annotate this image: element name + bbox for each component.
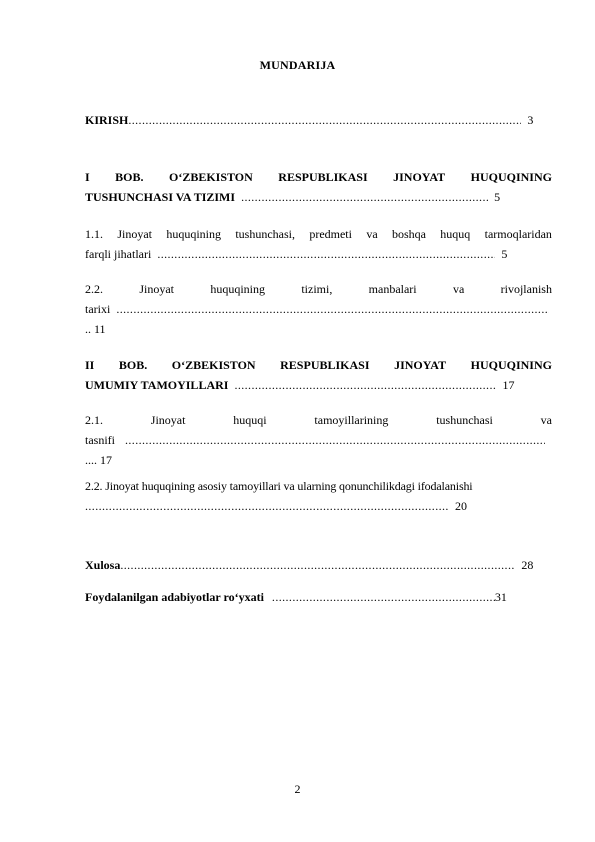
toc-label: UMUMIY TAMOYILLARI [85,378,229,392]
toc-leader [125,430,545,450]
toc-leader [272,587,495,607]
toc-entry-section-2-1[interactable] [85,410,552,470]
toc-label: tasnifi [85,433,115,447]
toc-label: Foydalanilgan adabiyotlar ro‘yxati [85,590,264,604]
toc-entry-section-1-1[interactable] [85,224,552,264]
page-title: MUNDARIJA [259,58,336,72]
toc-label: tarixi [85,302,111,316]
toc-heading-line: I BOB. O‘ZBEKISTON RESPUBLIKASI JINOYAT HUQUQINING [85,170,552,184]
toc-leader [120,555,515,575]
page-number: 2 [294,782,301,796]
toc-page: 28 [521,558,534,572]
toc-heading-line: 2.1. Jinoyat huquqi tamoyillarining tushunchasi va [85,413,552,427]
toc-leader [128,110,521,130]
toc-label: KIRISH [85,113,129,127]
toc-leader [157,244,495,264]
toc-entry-kirish[interactable] [85,110,552,130]
toc-leader [85,496,449,516]
toc-heading-line: 2.2. Jinoyat huquqining tizimi, manbalari va rivojlanish [85,282,552,296]
toc-leader [241,187,488,207]
toc-label: TUSHUNCHASI VA TIZIMI [85,190,236,204]
toc-page: .. 11 [85,322,106,336]
toc-page: 3 [527,113,534,127]
toc-page: 20 [455,499,467,513]
toc-label: farqli jihatlari [85,247,152,261]
toc-page: 5 [501,247,508,261]
toc-entry-section-2-2[interactable] [85,279,552,339]
toc-heading-line: 1.1. Jinoyat huquqining tushunchasi, predmeti va boshqa huquq tarmoqlaridan [85,227,552,241]
toc-entry-xulosa[interactable] [85,555,552,575]
toc-page: .... 17 [85,453,112,467]
toc-entry-chapter-2[interactable] [85,355,552,395]
toc-page: 5 [494,190,501,204]
toc-entry-chapter-1[interactable] [85,167,552,207]
toc-entry-section-2-2-principles[interactable] [85,476,552,516]
toc-page: 17 [502,378,515,392]
toc-heading-line: II BOB. O‘ZBEKISTON RESPUBLIKASI JINOYAT HUQUQINING [85,358,552,372]
toc-leader [116,299,549,319]
toc-page: 31 [494,590,507,604]
toc-entry-references[interactable] [85,587,552,607]
toc-label: 2.2. Jinoyat huquqining asosiy tamoyillari va ularning qonunchilikdagi ifodalanishi [85,479,473,493]
toc-leader [234,375,496,395]
toc-label: Xulosa [85,558,121,572]
